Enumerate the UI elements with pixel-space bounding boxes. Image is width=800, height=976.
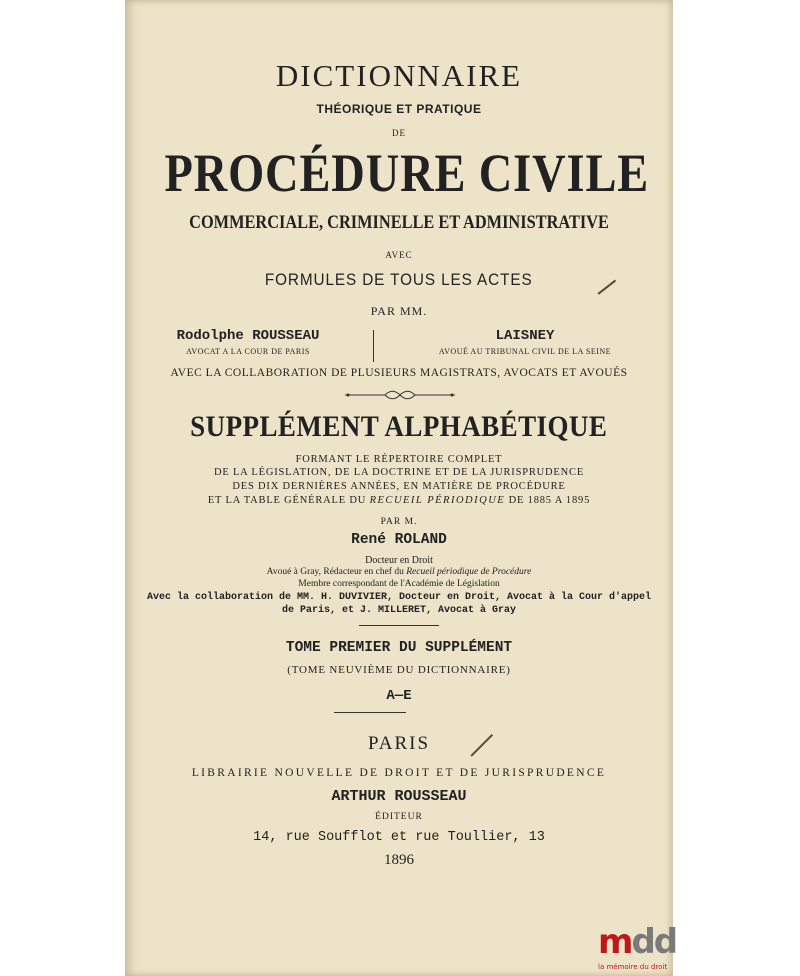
- roland-membre: Membre correspondant de l'Académie de Législation: [298, 579, 500, 589]
- roland-docteur: Docteur en Droit: [365, 555, 433, 566]
- rule-upper: [359, 625, 439, 626]
- avec-connector: AVEC: [385, 250, 413, 260]
- roland-avoue: [125, 567, 673, 577]
- publisher-city: PARIS: [367, 733, 431, 754]
- par-mm-line: PAR MM.: [370, 304, 428, 318]
- formules-line: [125, 270, 673, 290]
- author-left: [125, 328, 371, 356]
- supplement-line-4-end: DE 1885 A 1895: [508, 495, 591, 506]
- par-m-line: PAR M.: [380, 517, 418, 527]
- mdd-logo-m: m: [598, 922, 632, 962]
- mdd-logo-mark: [598, 922, 676, 962]
- collaboration-line: AVEC LA COLLABORATION DE PLUSIEURS MAGISTRATS, AVOCATS ET AVOUÉS: [170, 367, 628, 379]
- mdd-logo-dd: dd: [631, 922, 677, 962]
- procedure-civile-text: PROCÉDURE CIVILE: [164, 143, 650, 203]
- supplement-line-4: [125, 495, 673, 506]
- recueil-procedure-title: Recueil périodique de Procédure: [406, 567, 532, 577]
- supplement-line-1: FORMANT LE RÉPERTOIRE COMPLET: [295, 454, 503, 465]
- publication-year: 1896: [384, 852, 414, 868]
- de-connector: DE: [392, 128, 406, 138]
- mdd-logo-tagline: la mémoire du droit: [598, 963, 668, 971]
- publisher-librairie: LIBRAIRIE NOUVELLE DE DROIT ET DE JURISPRUDENCE: [191, 767, 607, 779]
- dictionnaire-heading: DICTIONNAIRE: [275, 58, 523, 93]
- recueil-periodique-title: RECUEIL PÉRIODIQUE: [369, 495, 506, 506]
- rule-lower: [334, 712, 406, 713]
- publisher-name: ARTHUR ROUSSEAU: [331, 788, 467, 805]
- title-page: [125, 0, 673, 976]
- tome-title: TOME PREMIER DU SUPPLÉMENT: [285, 640, 513, 656]
- mdd-logo: [598, 922, 678, 976]
- collaboration-duvivier-2: de Paris, et J. MILLERET, Avocat à Gray: [281, 605, 517, 616]
- supplement-line-3: DES DIX DERNIÈRES ANNÉES, EN MATIÈRE DE PROCÉDURE: [232, 481, 566, 492]
- author-rousseau-role: AVOCAT A LA COUR DE PARIS: [186, 347, 310, 356]
- procedure-civile-title: [125, 142, 673, 204]
- ornament-divider: [345, 390, 455, 400]
- commerciale-text: COMMERCIALE, CRIMINELLE ET ADMINISTRATIVE: [189, 212, 609, 233]
- publisher-editeur: ÉDITEUR: [375, 812, 423, 822]
- tome-range: A—E: [386, 688, 412, 704]
- supplement-line-4-start: ET LA TABLE GÉNÉRALE DU: [207, 495, 367, 506]
- publisher-address: 14, rue Soufflot et rue Toullier, 13: [253, 830, 545, 845]
- authors-block: [125, 328, 673, 362]
- author-right: [377, 328, 673, 356]
- author-divider: [373, 330, 374, 362]
- formules-text: FORMULES DE TOUS LES ACTES: [265, 270, 533, 289]
- theorique-subtitle: THÉORIQUE ET PRATIQUE: [316, 102, 482, 116]
- author-roland-name: René ROLAND: [351, 532, 447, 548]
- tome-neuvieme: (TOME NEUVIÈME DU DICTIONNAIRE): [287, 664, 511, 676]
- commerciale-subtitle: [125, 212, 673, 234]
- supplement-heading-text: SUPPLÉMENT ALPHABÉTIQUE: [190, 410, 608, 443]
- collaboration-duvivier-1: Avec la collaboration de MM. H. DUVIVIER, Docteur en Droit, Avocat à la Cour d'appel: [146, 592, 652, 603]
- author-laisney-name: LAISNEY: [495, 328, 555, 344]
- supplement-line-2: DE LA LÉGISLATION, DE LA DOCTRINE ET DE LA JURISPRUDENCE: [213, 467, 585, 478]
- supplement-heading: [125, 410, 673, 444]
- author-rousseau-name: Rodolphe ROUSSEAU: [176, 328, 320, 344]
- author-laisney-role: AVOUÉ AU TRIBUNAL CIVIL DE LA SEINE: [438, 347, 612, 356]
- roland-avoue-text: Avoué à Gray, Rédacteur en chef du: [266, 567, 404, 577]
